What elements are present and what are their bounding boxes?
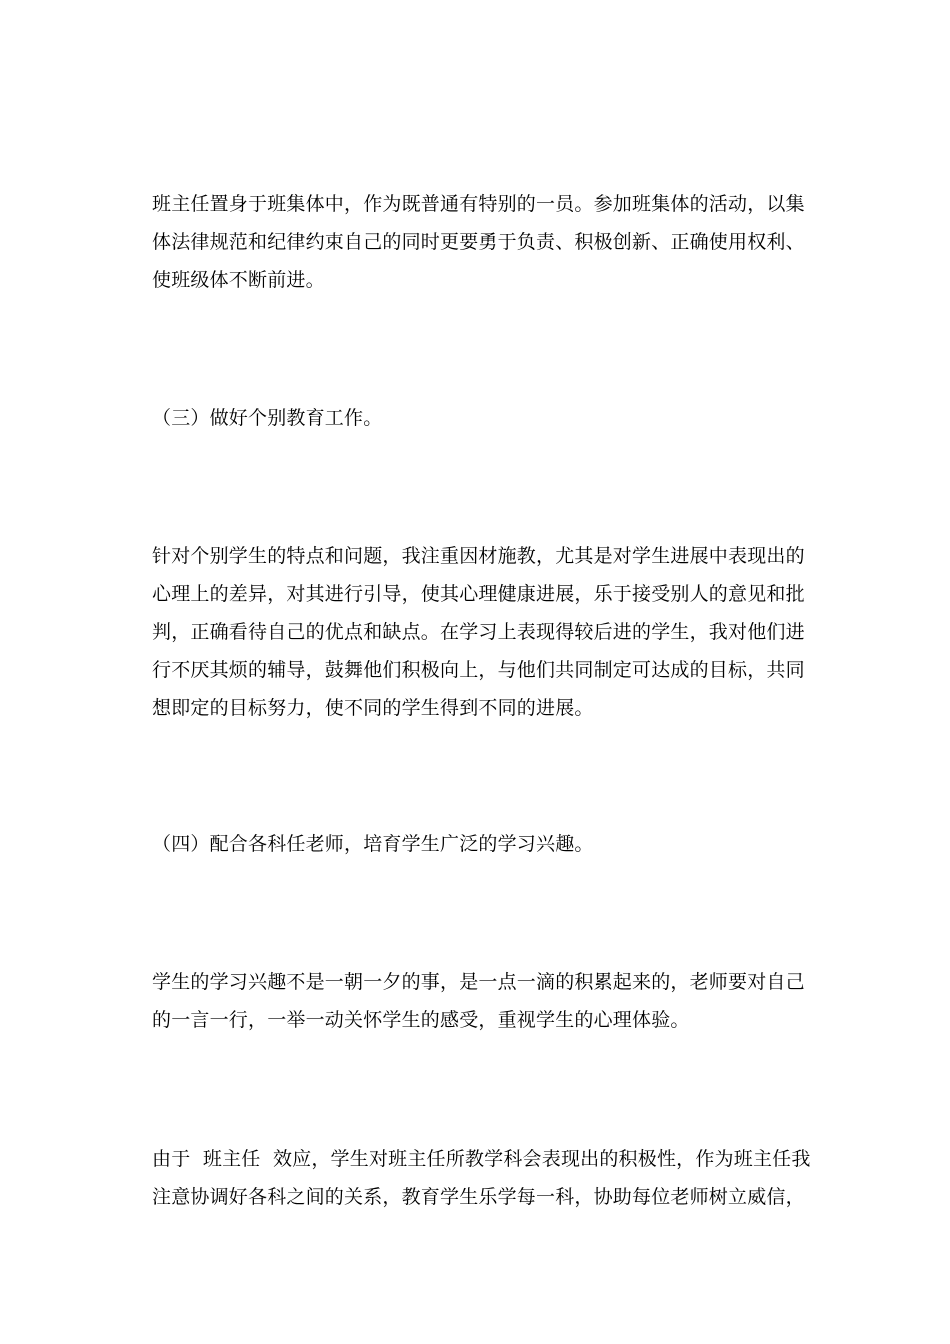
paragraph-individual-education: 针对个别学生的特点和问题，我注重因材施教，尤其是对学生进展中表现出的心理上的差异，对其进行引导，使其心理健康进展，乐于接受别人的意见和批判，正确看待自己的优点和缺点。在学习上表现得较后进的学生，我对他们进行不厌其烦的辅导，鼓舞他们积极向上，与他们共同制定可达成的目标，共同想即定的目标努力，使不同的学生得到不同的进展。 (152, 545, 805, 719)
paragraph-class-teacher-role: 班主任置身于班集体中，作为既普通有特别的一员。参加班集体的活动，以集体法律规范和纪律约束自己的同时更要勇于负责、积极创新、正确使用权利、使班级体不断前进。 (152, 193, 805, 291)
paragraph-learning-interest: 学生的学习兴趣不是一朝一夕的事，是一点一滴的积累起来的，老师要对自己的一言一行，一举一动关怀学生的感受，重视学生的心理体验。 (152, 971, 805, 1031)
section-heading-three: （三）做好个别教育工作。 (152, 407, 383, 429)
paragraph-teacher-effect: 由于 班主任 效应，学生对班主任所教学科会表现出的积极性，作为班主任我注意协调好各科之间的关系，教育学生乐学每一科，协助每位老师树立威信， (152, 1148, 811, 1208)
section-heading-four: （四）配合各科任老师，培育学生广泛的学习兴趣。 (152, 833, 594, 855)
